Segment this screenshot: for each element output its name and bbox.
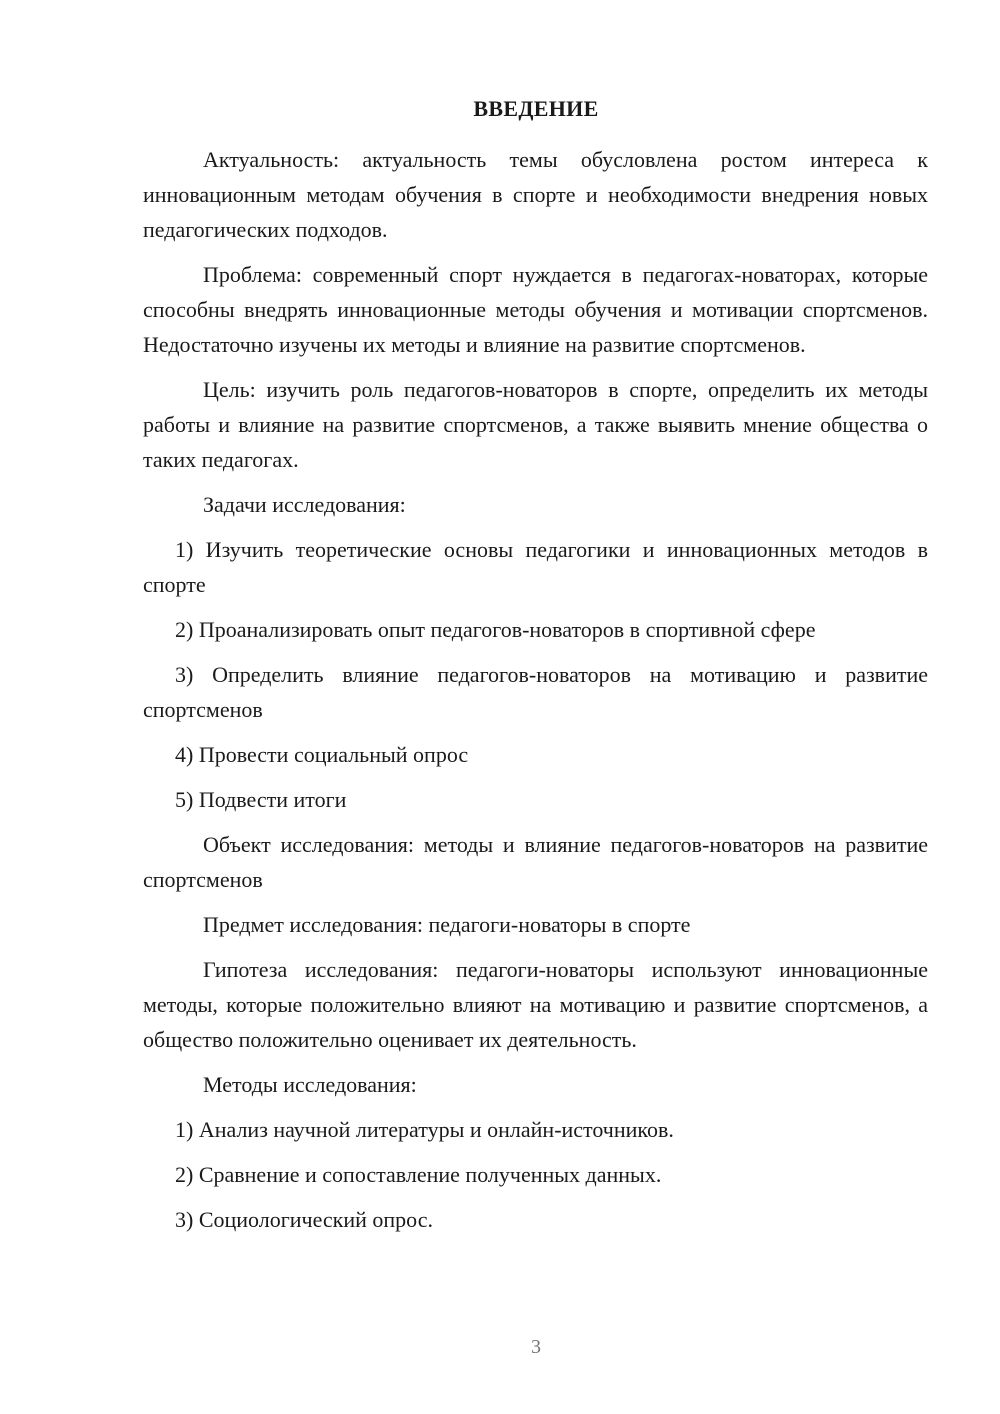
problem-paragraph: Проблема: современный спорт нуждается в педагогах-новаторах, которые способны внедрять инновационные методы обучения и мотивации спортсменов. Недостаточно изучены их методы и влияние на развитие спортсменов. <box>143 262 928 357</box>
task-item: 3) Определить влияние педагогов-новаторов на мотивацию и развитие спортсменов <box>143 662 928 722</box>
task-item: 5) Подвести итоги <box>175 787 347 812</box>
relevance-paragraph: Актуальность: актуальность темы обусловлена ростом интереса к инновационным методам обучения в спорте и необходимости внедрения новых педагогических подходов. <box>143 147 928 242</box>
subject-paragraph: Предмет исследования: педагоги-новаторы в спорте <box>203 912 691 937</box>
hypothesis-paragraph: Гипотеза исследования: педагоги-новаторы используют инновационные методы, которые положительно влияют на мотивацию и развитие спортсменов, а общество положительно оценивает их деятельность. <box>143 957 928 1052</box>
method-item: 2) Сравнение и сопоставление полученных данных. <box>175 1162 662 1187</box>
goal-paragraph: Цель: изучить роль педагогов-новаторов в спорте, определить их методы работы и влияние на развитие спортсменов, а также выявить мнение общества о таких педагогах. <box>143 377 928 472</box>
section-title: ВВЕДЕНИЕ <box>473 96 599 121</box>
task-item: 1) Изучить теоретические основы педагогики и инновационных методов в спорте <box>143 537 928 597</box>
document-body <box>143 142 928 1247</box>
task-item: 4) Провести социальный опрос <box>175 742 469 767</box>
page-number: 3 <box>531 1336 541 1358</box>
methods-heading: Методы исследования: <box>203 1072 417 1097</box>
method-item: 3) Социологический опрос. <box>175 1207 433 1232</box>
method-item: 1) Анализ научной литературы и онлайн-источников. <box>175 1117 674 1142</box>
tasks-heading: Задачи исследования: <box>203 492 406 517</box>
object-paragraph: Объект исследования: методы и влияние педагогов-новаторов на развитие спортсменов <box>143 832 928 892</box>
task-item: 2) Проанализировать опыт педагогов-новаторов в спортивной сфере <box>175 617 816 642</box>
